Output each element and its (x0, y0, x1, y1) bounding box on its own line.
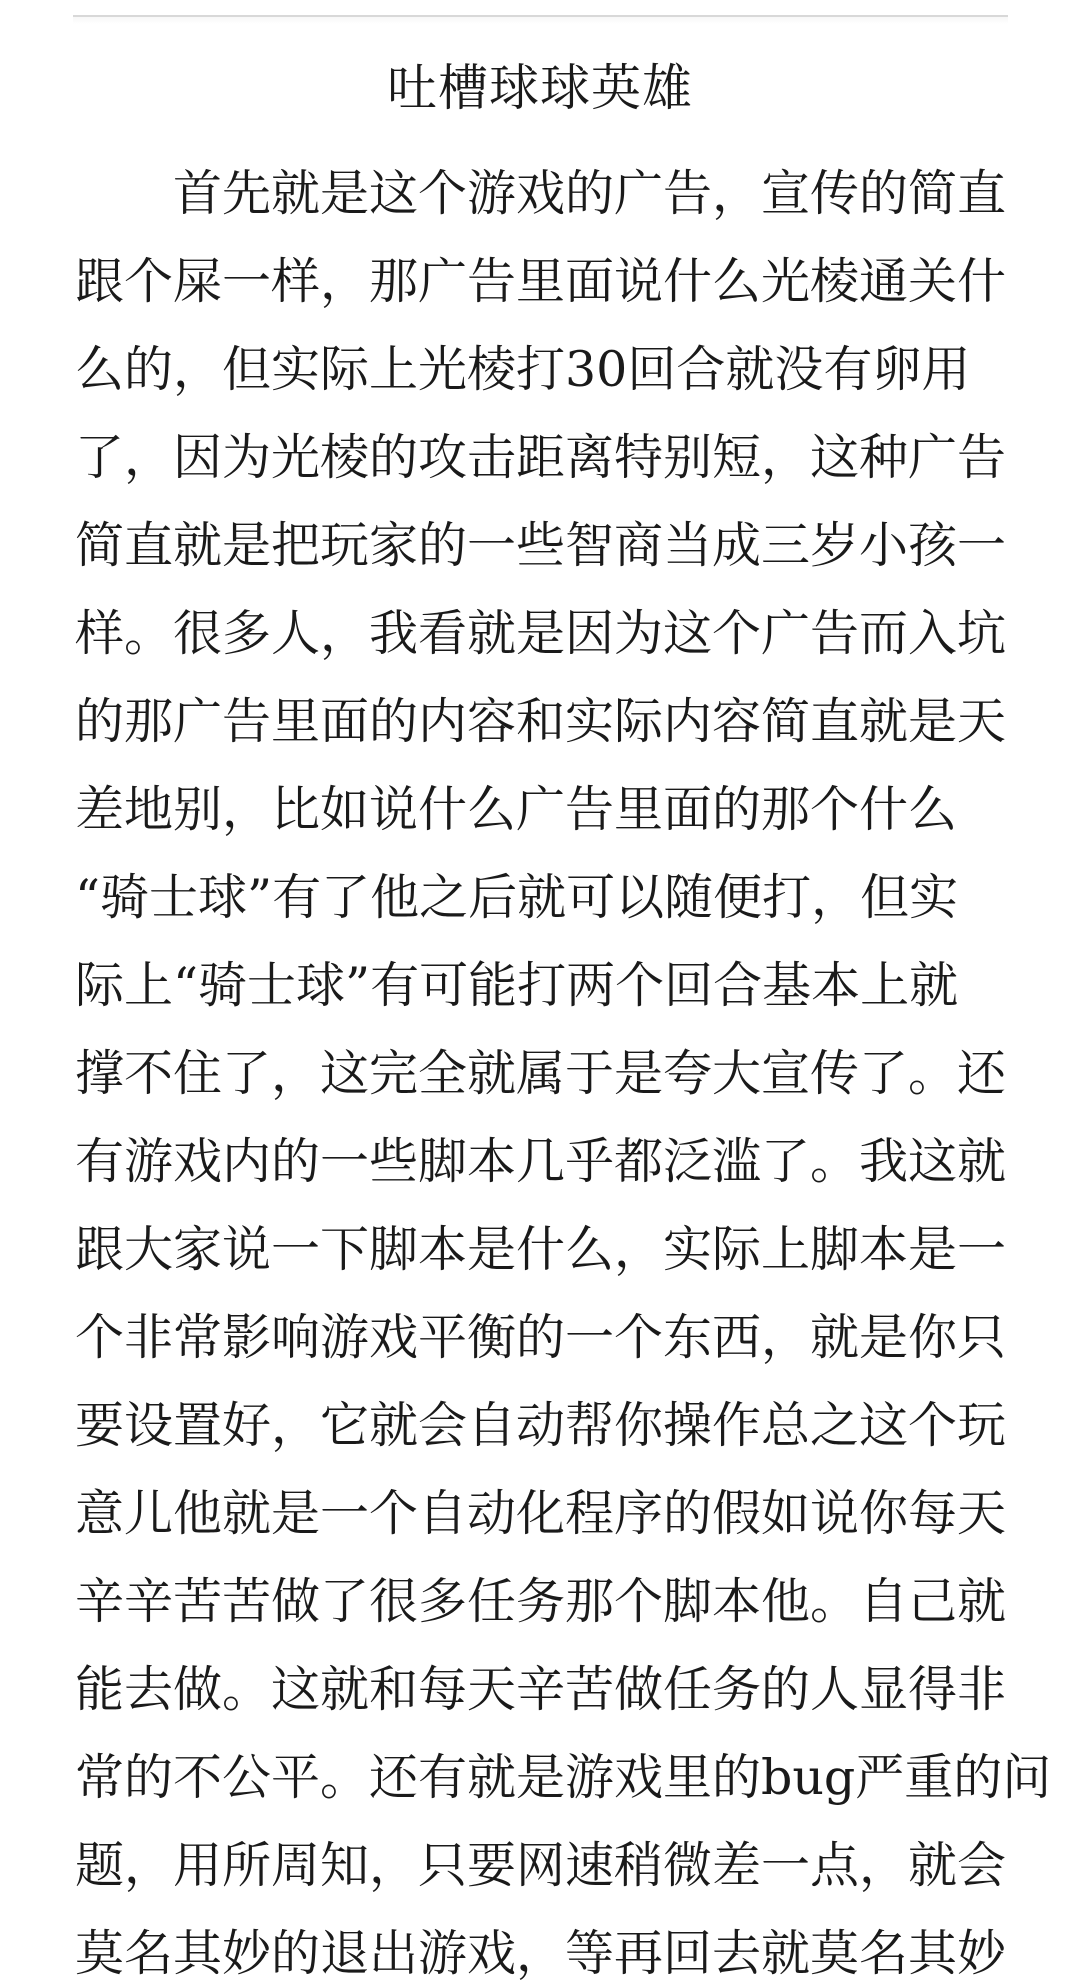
text-line: 有游戏内的一些脚本几乎都泛滥了。我这就 (75, 1133, 1007, 1190)
document-paragraph (75, 150, 1052, 1986)
text-line: 跟大家说一下脚本是什么，实际上脚本是一 (75, 1221, 1007, 1278)
text-line: 能去做。这就和每天辛苦做任务的人显得非 (75, 1661, 1007, 1718)
text-line: 首先就是这个游戏的广告，宣传的简直 (173, 165, 1007, 222)
text-line: 个非常影响游戏平衡的一个东西，就是你只 (75, 1309, 1007, 1366)
text-line: 辛辛苦苦做了很多任务那个脚本他。自己就 (75, 1573, 1007, 1630)
text-line: 意儿他就是一个自动化程序的假如说你每天 (75, 1485, 1007, 1542)
text-line: 际上“骑士球”有可能打两个回合基本上就 (75, 957, 959, 1014)
text-line: 跟个屎一样，那广告里面说什么光棱通关什 (75, 253, 1007, 310)
text-line: 样。很多人，我看就是因为这个广告而入坑 (75, 605, 1007, 662)
text-line: 差地别，比如说什么广告里面的那个什么 (75, 781, 958, 838)
text-line: 么的，但实际上光棱打30回合就没有卵用 (75, 341, 971, 398)
text-line: 莫名其妙的退出游戏，等再回去就莫名其妙 (75, 1925, 1007, 1982)
text-line: 题，用所周知，只要网速稍微差一点，就会 (75, 1837, 1007, 1894)
text-line: 的那广告里面的内容和实际内容简直就是天 (75, 693, 1007, 750)
text-line: 常的不公平。还有就是游戏里的bug严重的问 (75, 1749, 1052, 1806)
text-line: 简直就是把玩家的一些智商当成三岁小孩一 (75, 517, 1007, 574)
text-line: 撑不住了，这完全就属于是夸大宣传了。还 (75, 1045, 1007, 1102)
page-top-divider (73, 15, 1008, 17)
text-line: “骑士球”有了他之后就可以随便打，但实 (75, 869, 959, 926)
text-line: 了，因为光棱的攻击距离特别短，这种广告 (75, 429, 1007, 486)
document-title: 吐槽球球英雄 (387, 59, 693, 117)
text-line: 要设置好，它就会自动帮你操作总之这个玩 (75, 1397, 1007, 1454)
